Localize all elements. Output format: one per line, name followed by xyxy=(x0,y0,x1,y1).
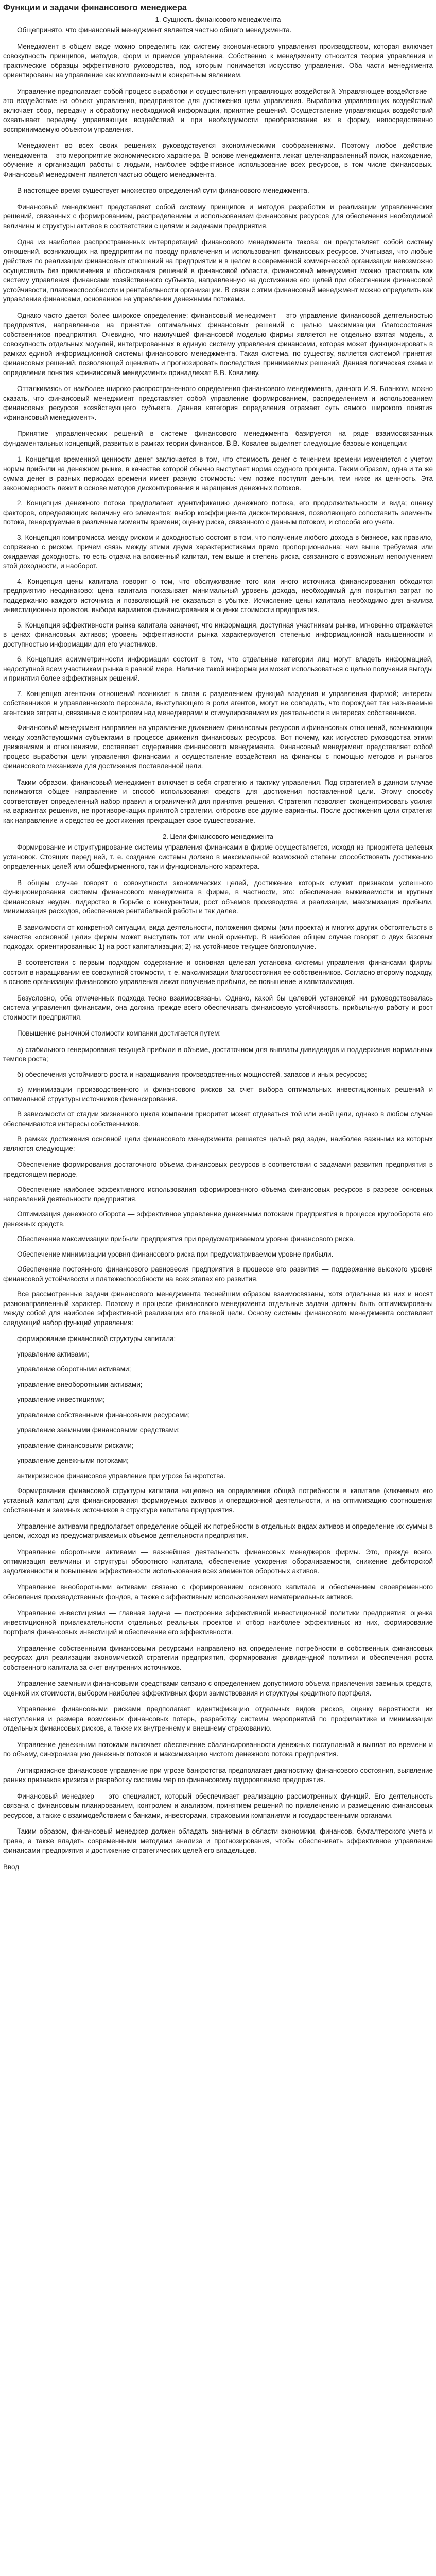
section-1-heading: 1. Сущность финансового менеджмента xyxy=(155,15,281,23)
task-item: Обеспечение минимизации уровня финансового риска при предусматриваемом уровне прибыли. xyxy=(17,1250,334,1258)
tasks-list xyxy=(3,1160,433,1284)
section-1-closing xyxy=(3,723,433,825)
paragraph: Общепринято, что финансовый менеджмент является частью общего менеджмента. xyxy=(17,26,292,34)
list-item: б) обеспечения устойчивого роста и наращивания производственных мощностей, запасов и иных ресурсов; xyxy=(17,1070,367,1078)
function-item: формирование финансовой структуры капитала; xyxy=(17,1335,176,1343)
list-item: В зависимости от стадии жизненного цикла компании приоритет может отдаваться той или иной цели, однако в любом случае обеспечиваются интересы собственников. xyxy=(3,1110,433,1128)
paragraph: Управление денежными потоками включает обеспечение сбалансированности денежных поступлений и выплат во времени и по объему, синхронизацию денежных потоков и максимизацию чистого денежного потока предприятия. xyxy=(3,1740,433,1758)
task-item: Обеспечение постоянного финансового равновесия предприятия в процессе его развития — поддержание высокого уровня финансовой устойчивости и платежеспособности на всех этапах его развития. xyxy=(3,1265,433,1283)
paragraph: Безусловно, оба отмеченных подхода тесно взаимосвязаны. Однако, какой бы целевой установкой ни руководствовалась система управления финансами, она должна прежде всего обеспечивать финансовую устойчивость, прибыльную работу и рост стоимости предприятия. xyxy=(3,994,433,1021)
function-item: управление активами; xyxy=(17,1350,89,1358)
function-item: управление финансовыми рисками; xyxy=(17,1441,134,1449)
paragraph: Управление инвестициями — главная задача — построение эффективной инвестиционной политики предприятия: оценка инвестиционной привлекательности отдельных реальных проектов и отбор наиболее эффективных из них, формирование портфеля финансовых инвестиций и обеспечение его эффективности. xyxy=(3,1609,433,1636)
paragraph: Финансовый менеджер — это специалист, который обеспечивает реализацию рассмотренных функций. Его деятельность связана с финансовым планированием, контролем и анализом, принятием решений по привлечению и размещению финансовых ресурсов, а также с взаимодействием с банками, инвесторами, страховыми компаниями и государственными органами. xyxy=(3,1792,433,1819)
paragraph: Финансовый менеджмент представляет собой систему принципов и методов разработки и реализации управленческих решений, связанных с формированием, распределением и использованием финансовых ресурсов для обеспечения необходимой величины и структуры активов в соответствии с целями и задачами предприятия. xyxy=(3,202,433,230)
function-item: антикризисное финансовое управление при угрозе банкротства. xyxy=(17,1471,226,1480)
paragraph: В зависимости от конкретной ситуации, вида деятельности, положения фирмы (или проекта) и многих других обстоятельств в качестве «основной цели» фирмы может выступать тот или иной ориентир. В наиболее общем случае говорят о двух базовых подходах, ориентированных: 1) на рост капитализации; 2) на устойчивое текущее благополучие. xyxy=(3,923,433,951)
concept-item: 1. Концепция временной ценности денег заключается в том, что стоимость денег с течением времени изменяется с учетом нормы прибыли на денежном рынке, в качестве которой обычно выступает норма ссудного процента. Таким образом, одна и та же сумма денег в разных периодах времени имеет разную стоимость: чем позже поступят деньги, тем ниже их ценность. Эта закономерность лежит в основе методов дисконтирования и наращения денежных потоков. xyxy=(3,455,433,492)
section-2-heading: 2. Цели финансового менеджмента xyxy=(163,833,273,840)
function-item: управление собственными финансовыми ресурсами; xyxy=(17,1411,190,1419)
task-item: Обеспечение максимизации прибыли предприятия при предусматриваемом уровне финансового риска. xyxy=(17,1235,355,1243)
paragraph: Антикризисное финансовое управление при угрозе банкротства предполагает диагностику финансового состояния, выявление ранних признаков кризиса и разработку системы мер по финансовому оздоровлению предприятия. xyxy=(3,1766,433,1784)
paragraph: Принятие управленческих решений в системе финансового менеджмента базируется на ряде взаимосвязанных фундаментальных концепций, развитых в рамках теории финансов. В.В. Ковалев выделяет следующие базовые концепции: xyxy=(3,430,433,447)
section-2-closing xyxy=(3,1486,433,1856)
concept-item: 4. Концепция цены капитала говорит о том, что обслуживание того или иного источника финансирования обходится предприятию неодинаково; цена капитала показывает минимальный уровень дохода, необходимый для покрытия затрат по поддержанию каждого источника и позволяющий не оказаться в убытке. Исчисление цены капитала необходимо для анализа инвестиционных проектов, выбора вариантов финансирования и оценки стоимости предприятия. xyxy=(3,577,433,614)
function-item: управление оборотными активами; xyxy=(17,1365,131,1373)
paragraph: Одна из наиболее распространенных интерпретаций финансового менеджмента такова: он представляет собой систему отношений, возникающих на предприятии по поводу привлечения и использования финансовых ресурсов. Учитывая, что любые действия по реализации финансовых отношений на предприятии и в целом в современной коммерческой организации невозможно осуществить без привлечения и обоснования решений в финансовой области, финансовый менеджмент можно трактовать как систему управления финансами хозяйственного субъекта, направленную на достижение его целей при обеспечении финансовой устойчивости, платежеспособности и рентабельности организации. В связи с этим финансовый менеджмент можно определить как управление финансами, основанное на управлении денежными потоками. xyxy=(3,238,433,303)
function-item: управление внеоборотными активами; xyxy=(17,1380,143,1388)
task-item: Обеспечение наиболее эффективного использования сформированного объема финансовых ресурсов в разрезе основных направлений деятельности предприятия. xyxy=(3,1185,433,1203)
list-item: а) стабильного генерирования текущей прибыли в объеме, достаточном для выплаты дивидендов и поддержания нормальных темпов роста; xyxy=(3,1045,433,1063)
paragraph: Повышение рыночной стоимости компании достигается путем: xyxy=(17,1029,221,1037)
function-item: управление денежными потоками; xyxy=(17,1456,129,1464)
paragraph: Финансовый менеджмент направлен на управление движением финансовых ресурсов и финансовых отношений, возникающих между хозяйствующими субъектами в процессе движения финансовых ресурсов. Вот почему, как искусство руководства этими движениями и отношениями, составляет содержание финансового менеджмента. Финансовый менеджмент представляет собой процесс выработки цели управления финансами и осуществление воздействия на финансы с помощью методов и рычагов финансового механизма для достижения поставленной цели. xyxy=(3,724,433,770)
paragraph: В общем случае говорят о совокупности экономических целей, достижение которых служит признаком успешного функционирования системы финансового менеджмента в фирме, в частности, это: обеспечение выживаемости и крупных финансовых неудач, лидерство в борьбе с конкурентами, рост объемов производства и реализации, максимизация прибыли, минимизация расходов, обеспечение рентабельной работы и так далее. xyxy=(3,878,433,915)
paragraph: Менеджмент во всех своих решениях руководствуется экономическими соображениями. Поэтому любое действие менеджмента – это мероприятие экономического характера. В основе менеджмента лежат целенаправленный поиск, нахождение, обучение и организация работы с людьми, наиболее эффективное использование всех ресурсов, в том числе финансовых. Финансовый менеджмент является частью общего менеджмента. xyxy=(3,142,433,178)
function-item: управление инвестициями; xyxy=(17,1396,105,1403)
footer-text: Ввод xyxy=(3,1862,20,1871)
task-item: Оптимизация денежного оборота — эффективное управление денежными потоками предприятия в процессе кругооборота его денежных средств. xyxy=(3,1210,433,1228)
paragraph: Управление финансовыми рисками предполагает идентификацию отдельных видов рисков, оценку вероятности их наступления и размера возможных финансовых потерь, разработку системы мероприятий по профилактике и минимизации отдельных финансовых рисков, а также их внутреннему и внешнему страхованию. xyxy=(3,1705,433,1732)
value-drivers-list xyxy=(3,1045,433,1129)
section-1-body xyxy=(3,26,433,448)
paragraph: Формирование и структурирование системы управления финансами в фирме осуществляется, исходя из приоритета целевых установок. Стоящих перед ней, т. е. создание системы должно в максимальной возможной степени способствовать достижению определенных целей или общефирменного, так и функционального характера. xyxy=(3,843,433,870)
paragraph: Однако часто дается более широкое определение: финансовый менеджмент – это управление финансовой деятельностью предприятия, направленное на принятие оптимальных финансовых решений с целью максимизации благосостояния собственников предприятия. Очевидно, что наилучшей финансовой моделью фирмы является не отдельно взятая модель, а совокупность отдельных моделей, интегрированных в единую систему управления финансами, которая может функционировать в рамках единой информационной системы финансового менеджмента. Такая система, по существу, является системой принятия финансовых решений, позволяющей оценивать и прогнозировать последствия принимаемых решений. Данная логическая схема и определение понятия «финансовый менеджмент» принадлежат В.В. Ковалеву. xyxy=(3,311,433,377)
concept-item: 5. Концепция эффективности рынка капитала означает, что информация, доступная участникам рынка, мгновенно отражается в ценах финансовых активов; уровень эффективности рынка характеризуется степенью информационной насыщенности и доступностью информации для его участников. xyxy=(3,621,433,648)
concept-item: 7. Концепция агентских отношений возникает в связи с разделением функций владения и управления фирмой; интересы собственников и управленческого персонала, выступающего в роли агентов, могут не совпадать, что порождает так называемые агентские затраты, связанные с контролем над менеджерами и стимулированием их деятельности в интересах собственников. xyxy=(3,689,433,717)
section-2-body xyxy=(3,843,433,1039)
paragraph: Таким образом, финансовый менеджмент включает в себя стратегию и тактику управления. Под стратегией в данном случае понимаются общее направление и способ использования средств для достижения поставленной цели. Этому способу соответствует определенный набор правил и ограничений для принятия решения. Стратегия позволяет сконцентрировать усилия на вариантах решения, не противоречащих принятой стратегии, отбросив все другие варианты. После достижения цели стратегия как направление и средство ее достижения прекращает свое существование. xyxy=(3,778,433,824)
concept-item: 6. Концепция асимметричности информации состоит в том, что отдельные категории лиц могут владеть информацией, недоступной всем участникам рынка в равной мере. Наличие такой информации может использоваться с целью получения выгоды и принятия более эффективных решений. xyxy=(3,655,433,682)
paragraph: Формирование финансовой структуры капитала нацелено на определение общей потребности в капитале (ключевым его уставный капитал) для финансирования формируемых активов и операционной деятельности, и на оптимизацию соотношения собственных и заемных источников в структуре капитала предприятия. xyxy=(3,1487,433,1514)
paragraph: В соответствии с первым подходом содержание и основная целевая установка системы управления финансами фирмы состоит в наращивании ее совокупной стоимости, т. е. максимизации благосостояния ее собственников. Согласно второму подходу, в основе организации финансового управления лежат получение прибыли, ее повышение и капитализация. xyxy=(3,959,433,986)
paragraph: Управление предполагает собой процесс выработки и осуществления управляющих воздействий. Управляющее воздействие – это воздействие на объект управления, предпринятое для достижения цели управления. Выработка управляющих воздействий включает сбор, передачу и обработку необходимой информации, принятие решений. Осуществление управляющих воздействий охватывает передачу управляющих воздействий и при необходимости преобразование их в форму, непосредственно воспринимаемую объектом управления. xyxy=(3,87,433,133)
tasks-intro: В рамках достижения основной цели финансового менеджмента решается целый ряд задач, наиболее важными из которых являются следующие: xyxy=(3,1135,433,1153)
paragraph: Управление собственными финансовыми ресурсами направлено на определение потребности в собственных финансовых ресурсах для реализации экономической стратегии предприятия, формирования дивидендной политики и обеспечения роста собственного капитала за счет внутренних источников. xyxy=(3,1644,433,1671)
task-item: Обеспечение формирования достаточного объема финансовых ресурсов в соответствии с задачами развития предприятия в предстоящем периоде. xyxy=(3,1161,433,1178)
paragraph: Управление оборотными активами — важнейшая деятельность финансовых менеджеров фирмы. Это, прежде всего, оптимизация величины и структуры оборотного капитала, обеспечение ускорения оборачиваемости, снижение дебиторской задолженности и повышение эффективности использования всех элементов оборотных активов. xyxy=(3,1548,433,1575)
concepts-list xyxy=(3,455,433,718)
paragraph: Управление заемными финансовыми средствами связано с определением допустимого объема привлечения заемных средств, оценкой их стоимости, выбором наиболее эффективных форм заимствования и структуры кредитного портфеля. xyxy=(3,1680,433,1697)
concept-item: 2. Концепция денежного потока предполагает идентификацию денежного потока, его продолжительности и вида; оценку факторов, определяющих величину его элементов; выбор коэффициента дисконтирования, позволяющего сопоставить элементы потока, генерируемые в различные моменты времени; оценку риска, связанного с данным потоком, и способа его учета. xyxy=(3,499,433,526)
paragraph: В настоящее время существует множество определений сути финансового менеджмента. xyxy=(17,187,309,194)
function-item: управление заемными финансовыми средствами; xyxy=(17,1426,180,1434)
functions-intro: Все рассмотренные задачи финансового менеджмента теснейшим образом взаимосвязаны, хотя отдельные из них и носят разнонаправленный характер. Поэтому в процессе финансового менеджмента отдельные задачи должны быть оптимизированы между собой для наиболее эффективной реализации его главной цели. Основу системы финансового менеджмента составляет следующий набор функций управления: xyxy=(3,1290,433,1327)
paragraph: Таким образом, финансовый менеджер должен обладать знаниями в области экономики, финансов, бухгалтерского учета и права, а также владеть современными методами анализа и прогнозирования, чтобы обеспечивать эффективное управление финансами предприятия и достижение стратегических целей его владельцев. xyxy=(3,1827,433,1854)
paragraph: Менеджмент в общем виде можно определить как систему экономического управления производством, которая включает совокупность принципов, методов, форм и приемов управления. Собственно к менеджменту относится теория управления и практические образцы эффективного руководства, под которым понимается искусство управления. Оба части менеджмента ориентированы на управление как комплексным и конкретным явлением. xyxy=(3,42,433,79)
functions-list xyxy=(3,1334,433,1481)
paragraph: Управление внеоборотными активами связано с формированием основного капитала и обеспечением своевременного обновления производственных фондов, а также с эффективным использованием нематериальных активов. xyxy=(3,1583,433,1601)
paragraph: Отталкиваясь от наиболее широко распространенного определения финансового менеджмента, данного И.Я. Бланком, можно сказать, что финансовый менеджмент представляет собой управление формированием, распределением и использованием финансовых ресурсов хозяйствующего субъекта. Данная категория определения отражает суть самого широкого понятия «финансовый менеджмент». xyxy=(3,385,433,421)
paragraph: Управление активами предполагает определение общей их потребности в отдельных видах активов и определение их суммы в целом, исходя из предусматриваемых объемов деятельности предприятия. xyxy=(3,1522,433,1539)
concept-item: 3. Концепция компромисса между риском и доходностью состоит в том, что получение любого дохода в бизнесе, как правило, сопряжено с риском, причем связь между этими двумя характеристиками прямо пропорциональна: чем выше требуемая или ожидаемая доходность, то есть отдача на вложенный капитал, тем выше и степень риска, связанного с возможным неполучением этой доходности, и наоборот. xyxy=(3,533,433,570)
page-title: Функции и задачи финансового менеджера xyxy=(3,3,187,12)
list-item: в) минимизации производственного и финансового рисков за счет выбора оптимальных инвестиционных решений и оптимальной структуры источников финансирования. xyxy=(3,1086,433,1103)
